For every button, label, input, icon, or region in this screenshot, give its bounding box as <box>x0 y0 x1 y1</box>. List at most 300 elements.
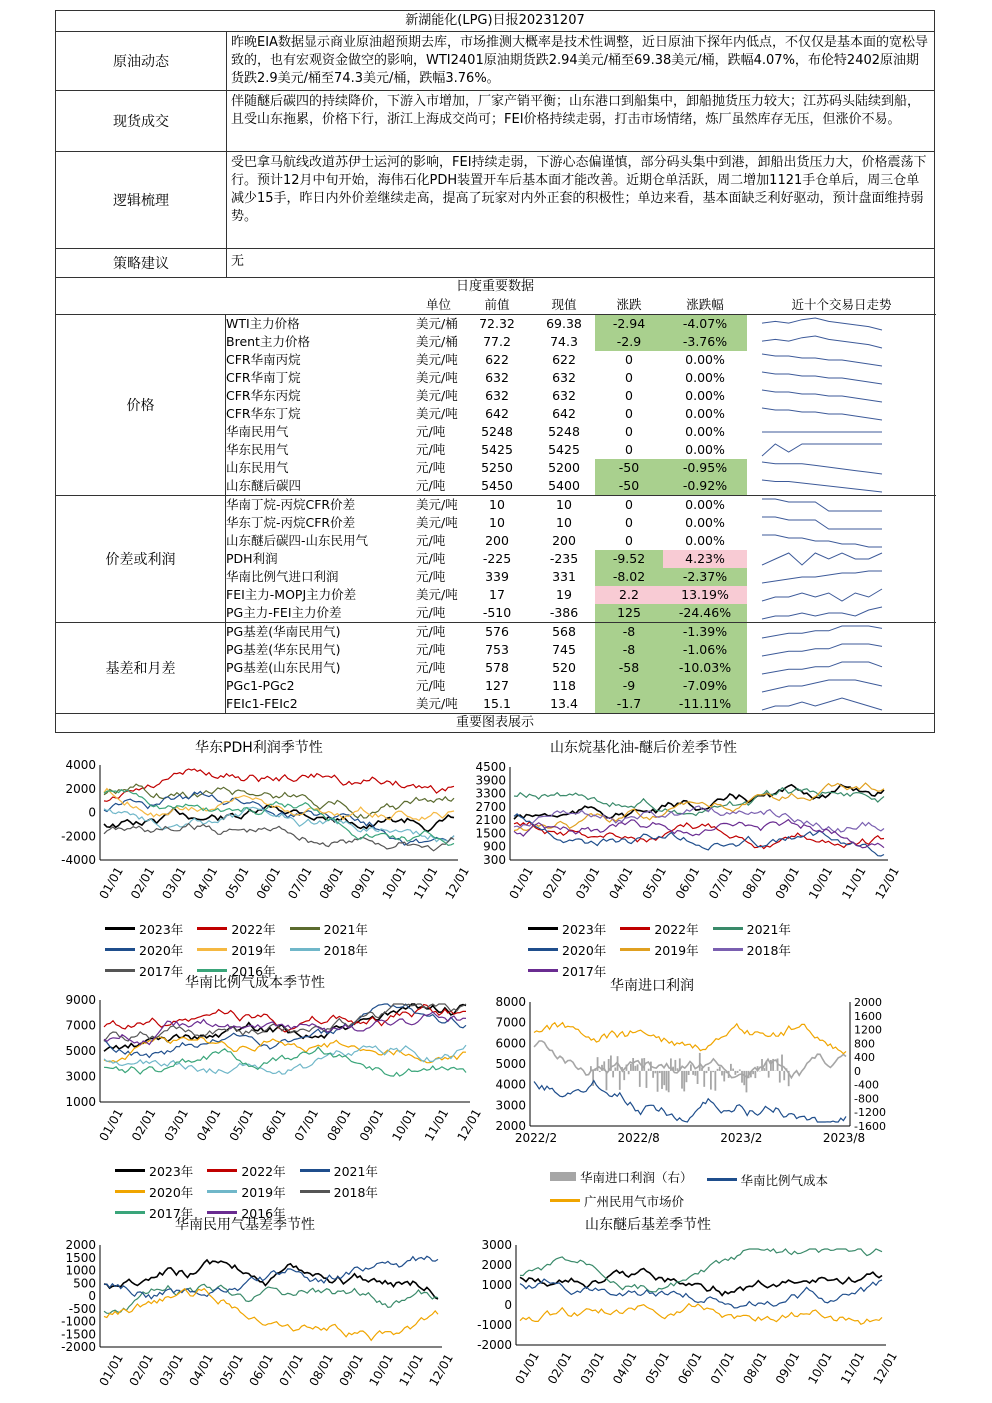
row-unit: 元/吨 <box>416 424 446 439</box>
profit-bar <box>714 1071 716 1091</box>
profit-bar <box>657 1071 659 1092</box>
row-cur: 74.3 <box>550 334 578 349</box>
legend-swatch <box>105 927 135 930</box>
row-trend-sparkline <box>747 641 936 659</box>
row-cur: 632 <box>552 388 576 403</box>
legend-label: 2019年 <box>241 1184 286 1200</box>
x-tick-label: 06/01 <box>675 1349 705 1387</box>
x-tick-label: 01/01 <box>512 1349 542 1387</box>
row-unit: 美元/吨 <box>416 370 458 385</box>
row-prev: 5250 <box>481 460 513 475</box>
group-label: 价差或利润 <box>56 495 226 622</box>
row-unit: 美元/桶 <box>416 314 461 333</box>
row-name: CFR华东丙烷 <box>226 388 301 403</box>
trend-line <box>762 336 882 348</box>
x-tick-label: 12/01 <box>872 864 902 902</box>
legend-item <box>550 1190 684 1211</box>
row-cur: 520 <box>552 660 576 675</box>
row-change-pct: 13.19% <box>663 586 747 604</box>
legend-label: 2019年 <box>654 942 699 958</box>
profit-bar <box>654 1071 656 1073</box>
row-trend-sparkline <box>747 387 936 405</box>
row-prev: 622 <box>485 352 509 367</box>
legend-label: 2021年 <box>333 1163 378 1179</box>
x-tick-label: 05/01 <box>642 1349 673 1387</box>
row-unit: 元/吨 <box>416 605 446 620</box>
header-unit: 单位 <box>425 297 451 312</box>
x-tick-label: 09/01 <box>348 864 378 902</box>
row-unit: 元/吨 <box>416 442 446 457</box>
legend-swatch <box>207 1169 237 1172</box>
chart-title: 华南进口利润 <box>610 978 694 994</box>
row-change: 2.2 <box>595 586 663 604</box>
y-tick-label: -1000 <box>61 1314 96 1329</box>
x-tick-label: 06/01 <box>253 864 284 902</box>
row-name: PG基差(华南民用气) <box>226 622 416 641</box>
x-tick-label: 09/01 <box>772 864 803 902</box>
series-line <box>104 1289 438 1341</box>
row-name: PDH利润 <box>226 551 278 566</box>
profit-bar <box>734 1071 736 1075</box>
row-prev: 578 <box>485 660 509 675</box>
y-right-tick-label: -800 <box>854 1092 879 1106</box>
y-tick-label: 1000 <box>65 1263 96 1278</box>
y-tick-label: 5000 <box>65 1044 96 1058</box>
x-tick-label: 01/01 <box>96 1351 126 1389</box>
row-change: 0 <box>595 495 663 514</box>
row-change-pct: 0.00% <box>685 352 725 367</box>
profit-bar <box>754 1071 756 1078</box>
y-tick-label: 2100 <box>475 813 506 828</box>
profit-bar <box>752 1071 754 1074</box>
charts-section-title: 重要图表展示 <box>56 713 934 732</box>
y-tick-label: 3000 <box>65 1069 96 1084</box>
trend-line <box>762 354 882 366</box>
x-tick-label: 08/01 <box>316 864 347 902</box>
row-change-pct: 0.00% <box>685 515 725 530</box>
header-prev: 前值 <box>484 297 510 312</box>
y-tick-label: 5000 <box>495 1057 526 1071</box>
legend-swatch <box>290 948 320 951</box>
row-cur: 568 <box>533 622 595 641</box>
y-tick-label: -4000 <box>61 853 96 867</box>
legend-item <box>207 1181 285 1202</box>
series-line <box>104 769 454 801</box>
chart-plot <box>50 753 498 908</box>
report-table <box>55 10 935 733</box>
row-change: -9.52 <box>595 550 663 568</box>
x-tick-label: 03/01 <box>156 1351 186 1389</box>
y-tick-label: 8000 <box>495 995 526 1009</box>
row-name: 山东醚后碳四 <box>226 478 302 493</box>
x-tick-label: 09/01 <box>356 1106 387 1144</box>
x-tick-label: 10/01 <box>805 1349 835 1387</box>
row-cur: 5400 <box>548 478 580 493</box>
x-tick-label: 2022/2 <box>514 1131 558 1145</box>
row-change-pct: -0.92% <box>663 477 747 495</box>
legend-item <box>300 1160 378 1181</box>
row-cur: 5200 <box>548 460 580 475</box>
y-tick-label: 2000 <box>65 1238 96 1252</box>
section-strategy <box>56 249 934 278</box>
chart-plot <box>480 990 890 1174</box>
x-tick-label: 11/01 <box>837 1349 868 1387</box>
legend-swatch <box>105 948 135 951</box>
legend-swatch <box>300 1169 330 1172</box>
row-trend-sparkline <box>747 586 936 604</box>
row-cur: 5425 <box>548 442 580 457</box>
row-unit: 元/吨 <box>416 642 446 657</box>
row-name: PG基差(华东民用气) <box>226 642 341 657</box>
row-cur: 118 <box>552 678 576 693</box>
x-tick-label: 02/01 <box>127 864 158 902</box>
x-tick-label: 06/01 <box>259 1106 289 1144</box>
row-name: PG主力-FEI主力价差 <box>226 605 342 620</box>
x-tick-label: 01/01 <box>506 864 536 902</box>
row-change-pct: -2.37% <box>663 568 747 586</box>
row-prev: -510 <box>482 605 512 620</box>
profit-bar <box>739 1069 741 1070</box>
row-unit: 元/吨 <box>416 569 446 584</box>
x-tick-label: 12/01 <box>442 864 472 902</box>
section-text: 无 <box>231 254 245 269</box>
profit-bar <box>612 1071 614 1077</box>
y-tick-label: -500 <box>68 1301 96 1316</box>
legend-label: 2020年 <box>562 942 607 958</box>
y-tick-label: 6000 <box>495 1036 526 1051</box>
row-trend-sparkline <box>747 314 936 333</box>
y-tick-label: 0 <box>88 805 96 820</box>
x-tick-label: 04/01 <box>190 864 221 902</box>
legend-label: 2016年 <box>241 1205 286 1221</box>
row-name: WTI主力价格 <box>226 314 416 333</box>
row-trend-sparkline <box>747 441 936 459</box>
row-prev: 10 <box>489 515 505 530</box>
row-name: CFR华南丁烷 <box>226 370 301 385</box>
chart-plot <box>50 988 510 1150</box>
row-cur: 10 <box>556 515 572 530</box>
legend-swatch <box>528 969 558 972</box>
row-prev: 632 <box>485 388 509 403</box>
chart-title: 华南民用气基差季节性 <box>175 1217 315 1233</box>
legend-swatch <box>620 927 650 930</box>
row-name: 华南民用气 <box>226 424 289 439</box>
legend-label: 2018年 <box>323 942 368 958</box>
legend-label: 2019年 <box>231 942 276 958</box>
row-prev: 5248 <box>481 424 513 439</box>
row-trend-sparkline <box>747 514 936 532</box>
legend-label: 2022年 <box>231 921 276 937</box>
trend-line <box>762 480 882 492</box>
profit-bar <box>623 1071 625 1080</box>
section-label: 原油动态 <box>56 32 227 90</box>
profit-bar <box>706 1071 708 1073</box>
row-trend-sparkline <box>747 351 936 369</box>
section-text: 受巴拿马航线改道苏伊士运河的影响，FEI持续走弱，下游心态偏谨慎，部分码头集中到港，卸船出货压力大，价格震荡下行。预计12月中旬开始，海伟石化PDH装置开车后基本面才能改善。近期仓单活跃，周二增加1121手仓单后，周三仓单减少15手，昨日内外价差继续走高，提高了玩家对内外正套的积极性；单边来看，基本面缺乏利好驱动，预计盘面维持弱势。 <box>231 155 927 224</box>
y-tick-label: 3300 <box>475 786 506 801</box>
legend-label: 2016年 <box>231 963 276 979</box>
row-change-pct: -10.03% <box>663 659 747 677</box>
header-pct: 涨跌幅 <box>686 297 724 312</box>
series-line <box>534 1023 846 1054</box>
profit-bar <box>628 1071 630 1074</box>
row-cur: 5248 <box>548 424 580 439</box>
legend-label: 华南比例气成本 <box>740 1172 829 1188</box>
legend-item <box>620 939 698 960</box>
trend-line <box>762 607 882 619</box>
y-tick-label: 3900 <box>475 773 506 788</box>
legend-swatch <box>115 1190 145 1193</box>
profit-bar <box>661 1071 663 1089</box>
section-crude <box>56 32 934 91</box>
row-name: 华南丁烷-丙烷CFR价差 <box>226 495 416 514</box>
profit-bar <box>646 1071 648 1088</box>
trend-line <box>762 408 882 420</box>
row-name: 华东民用气 <box>226 442 289 457</box>
row-prev: 576 <box>461 622 533 641</box>
legend-swatch <box>115 1169 145 1172</box>
trend-line <box>762 390 882 402</box>
x-tick-label: 02/01 <box>129 1106 159 1144</box>
row-change-pct: -7.09% <box>663 677 747 695</box>
legend-swatch <box>105 969 135 972</box>
daily-data-grid <box>56 296 934 713</box>
row-name: 华南比例气进口利润 <box>226 569 339 584</box>
row-change: 0 <box>625 388 633 403</box>
y-tick-label: 2700 <box>475 799 506 814</box>
row-unit: 元/吨 <box>416 478 446 493</box>
series-line <box>104 1260 438 1299</box>
row-trend-sparkline <box>747 550 936 568</box>
y-tick-label: -2000 <box>61 829 96 844</box>
chart-title: 山东醚后基差季节性 <box>585 1217 711 1233</box>
x-tick-label: 03/01 <box>577 1349 607 1387</box>
series-line <box>104 1284 438 1313</box>
profit-bar <box>763 1068 765 1071</box>
profit-bar <box>648 1069 650 1071</box>
x-tick-label: 04/01 <box>610 1349 640 1387</box>
y-tick-label: 1500 <box>475 826 506 841</box>
legend-label: 2023年 <box>139 921 184 937</box>
legend-item <box>713 939 791 960</box>
trend-line <box>762 535 882 547</box>
y-right-tick-label: 800 <box>854 1037 875 1051</box>
legend-swatch <box>528 948 558 951</box>
y-tick-label: 0 <box>88 1289 96 1303</box>
x-tick-label: 01/01 <box>96 864 126 902</box>
legend-item <box>115 1181 193 1202</box>
legend-swatch <box>197 948 227 951</box>
legend-item <box>713 918 791 939</box>
y-right-tick-label: 400 <box>854 1051 875 1065</box>
row-cur: -386 <box>549 605 579 620</box>
row-trend-sparkline <box>747 477 936 495</box>
profit-bar <box>781 1055 783 1071</box>
row-change: -9 <box>595 677 663 695</box>
profit-bar <box>666 1071 668 1091</box>
row-unit: 美元/吨 <box>416 696 458 711</box>
legend-swatch <box>550 1172 576 1181</box>
profit-bar <box>723 1071 725 1082</box>
row-trend-sparkline <box>747 568 936 586</box>
y-tick-label: 7000 <box>495 1015 526 1030</box>
legend-label: 广州民用气市场价 <box>584 1193 685 1209</box>
legend-swatch <box>300 1190 330 1193</box>
row-trend-sparkline <box>747 695 936 713</box>
row-change: -50 <box>595 459 663 477</box>
row-unit: 美元/桶 <box>416 334 458 349</box>
trend-line <box>762 462 882 474</box>
row-change-pct: 0.00% <box>685 424 725 439</box>
x-tick-label: 11/01 <box>411 864 441 902</box>
legend-label: 2023年 <box>562 921 607 937</box>
profit-bar <box>694 1071 696 1076</box>
row-unit: 元/吨 <box>416 533 446 548</box>
series-line <box>104 1045 466 1074</box>
row-cur: 632 <box>552 370 576 385</box>
x-tick-label: 12/01 <box>426 1351 456 1389</box>
x-tick-label: 2023/8 <box>822 1131 866 1145</box>
row-prev: 200 <box>485 533 509 548</box>
y-tick-label: 4000 <box>495 1077 526 1092</box>
chart-title: 华东PDH利润季节性 <box>195 740 323 756</box>
row-unit: 元/吨 <box>416 678 446 693</box>
profit-bar <box>599 1071 601 1072</box>
x-tick-label: 06/01 <box>246 1351 276 1389</box>
row-cur: 331 <box>552 569 576 584</box>
row-change-pct: -4.07% <box>663 314 747 333</box>
profit-bar <box>663 1071 665 1085</box>
series-line <box>534 1041 846 1078</box>
profit-bar <box>761 1059 763 1071</box>
x-tick-label: 03/01 <box>161 1106 191 1144</box>
profit-bar <box>719 1067 721 1071</box>
row-change-pct: 0.00% <box>663 495 747 514</box>
row-unit: 美元/吨 <box>416 495 461 514</box>
section-text: 伴随醚后碳四的持续降价，下游入市增加，厂家产销平衡；山东港口到船集中，卸船抛货压力较大；江苏码头陆续到船，且受山东拖累，价格下行，浙江上海成交尚可；FEI价格持续走弱，打击市场情绪，炼厂虽然库存无压，但涨价不易。 <box>231 94 921 127</box>
legend-item <box>105 960 183 981</box>
trend-line <box>762 698 882 710</box>
row-prev: 632 <box>485 370 509 385</box>
row-cur: 622 <box>552 352 576 367</box>
legend-label: 2021年 <box>746 921 791 937</box>
row-unit: 美元/吨 <box>416 587 458 602</box>
row-change-pct: -3.76% <box>663 333 747 351</box>
row-name: PG基差(山东民用气) <box>226 660 341 675</box>
x-tick-label: 10/01 <box>805 864 836 902</box>
row-unit: 元/吨 <box>416 660 446 675</box>
row-change: 0 <box>625 352 633 367</box>
legend-swatch <box>197 927 227 930</box>
row-name: 山东民用气 <box>226 460 289 475</box>
trend-line <box>762 553 882 565</box>
legend-label: 2018年 <box>333 1184 378 1200</box>
x-tick-label: 02/01 <box>126 1351 156 1389</box>
row-name: FEIc1-FEIc2 <box>226 696 298 711</box>
y-tick-label: 1000 <box>65 1095 96 1109</box>
row-change: 0 <box>625 533 633 548</box>
section-spot <box>56 91 934 152</box>
row-change-pct: -1.39% <box>663 622 747 641</box>
y-right-tick-label: -1200 <box>854 1106 886 1120</box>
row-change: -50 <box>595 477 663 495</box>
x-tick-label: 11/01 <box>839 864 869 902</box>
y-tick-label: 900 <box>483 839 506 854</box>
row-cur: 642 <box>552 406 576 421</box>
row-change-pct: 0.00% <box>685 388 725 403</box>
profit-bar <box>759 1071 761 1072</box>
legend-item <box>550 1166 693 1187</box>
profit-bar <box>732 1069 734 1071</box>
x-tick-label: 05/01 <box>226 1106 257 1144</box>
x-tick-label: 08/01 <box>739 864 769 902</box>
x-tick-label: 05/01 <box>216 1351 246 1389</box>
row-change: 0 <box>625 370 633 385</box>
y-tick-label: 7000 <box>65 1018 96 1033</box>
row-prev: 5425 <box>481 442 513 457</box>
legend-swatch <box>115 1211 145 1214</box>
row-cur: 19 <box>556 587 572 602</box>
legend-label: 2017年 <box>139 963 184 979</box>
row-change-pct: -0.95% <box>663 459 747 477</box>
profit-bar <box>703 1071 705 1087</box>
y-tick-label: -2000 <box>477 1338 512 1352</box>
row-change: -1.7 <box>595 695 663 713</box>
y-tick-label: -2000 <box>61 1340 96 1354</box>
profit-bar <box>783 1071 785 1080</box>
y-tick-label: 500 <box>73 1276 96 1291</box>
group-label: 基差和月差 <box>56 622 226 713</box>
legend-swatch <box>707 1178 737 1181</box>
y-tick-label: 3000 <box>481 1238 512 1252</box>
series-line <box>104 1004 466 1058</box>
row-change: 0 <box>625 406 633 421</box>
row-name: Brent主力价格 <box>226 334 310 349</box>
series-line <box>514 820 884 848</box>
legend-swatch <box>528 927 558 930</box>
row-trend-sparkline <box>747 333 936 351</box>
profit-bar <box>637 1064 639 1071</box>
row-unit: 元/吨 <box>416 622 461 641</box>
header-blank <box>56 296 226 314</box>
chart-plot <box>466 1233 926 1393</box>
row-change: -2.94 <box>595 314 663 333</box>
row-trend-sparkline <box>747 423 936 441</box>
y-tick-label: 1000 <box>481 1278 512 1292</box>
row-unit: 美元/吨 <box>416 352 458 367</box>
section-label: 逻辑梳理 <box>56 152 227 248</box>
row-prev: 77.2 <box>483 334 511 349</box>
trend-line <box>762 662 882 674</box>
profit-bar <box>634 1066 636 1071</box>
legend-item <box>197 939 275 960</box>
legend-label: 2017年 <box>149 1205 194 1221</box>
daily-data-title: 日度重要数据 <box>455 279 534 294</box>
profit-bar <box>690 1064 692 1070</box>
legend-swatch <box>290 927 320 930</box>
x-tick-label: 10/01 <box>366 1351 396 1389</box>
row-name: 山东醚后碳四-山东民用气 <box>226 533 369 548</box>
profit-bar <box>699 1053 701 1071</box>
profit-bar <box>721 1071 723 1076</box>
profit-bar <box>668 1071 670 1092</box>
row-change: -8 <box>595 641 663 659</box>
header-cur: 现值 <box>551 297 577 312</box>
profit-bar <box>737 1071 739 1073</box>
profit-bar <box>674 1060 676 1071</box>
row-name: CFR华东丁烷 <box>226 406 301 421</box>
y-tick-label: 4000 <box>65 758 96 772</box>
